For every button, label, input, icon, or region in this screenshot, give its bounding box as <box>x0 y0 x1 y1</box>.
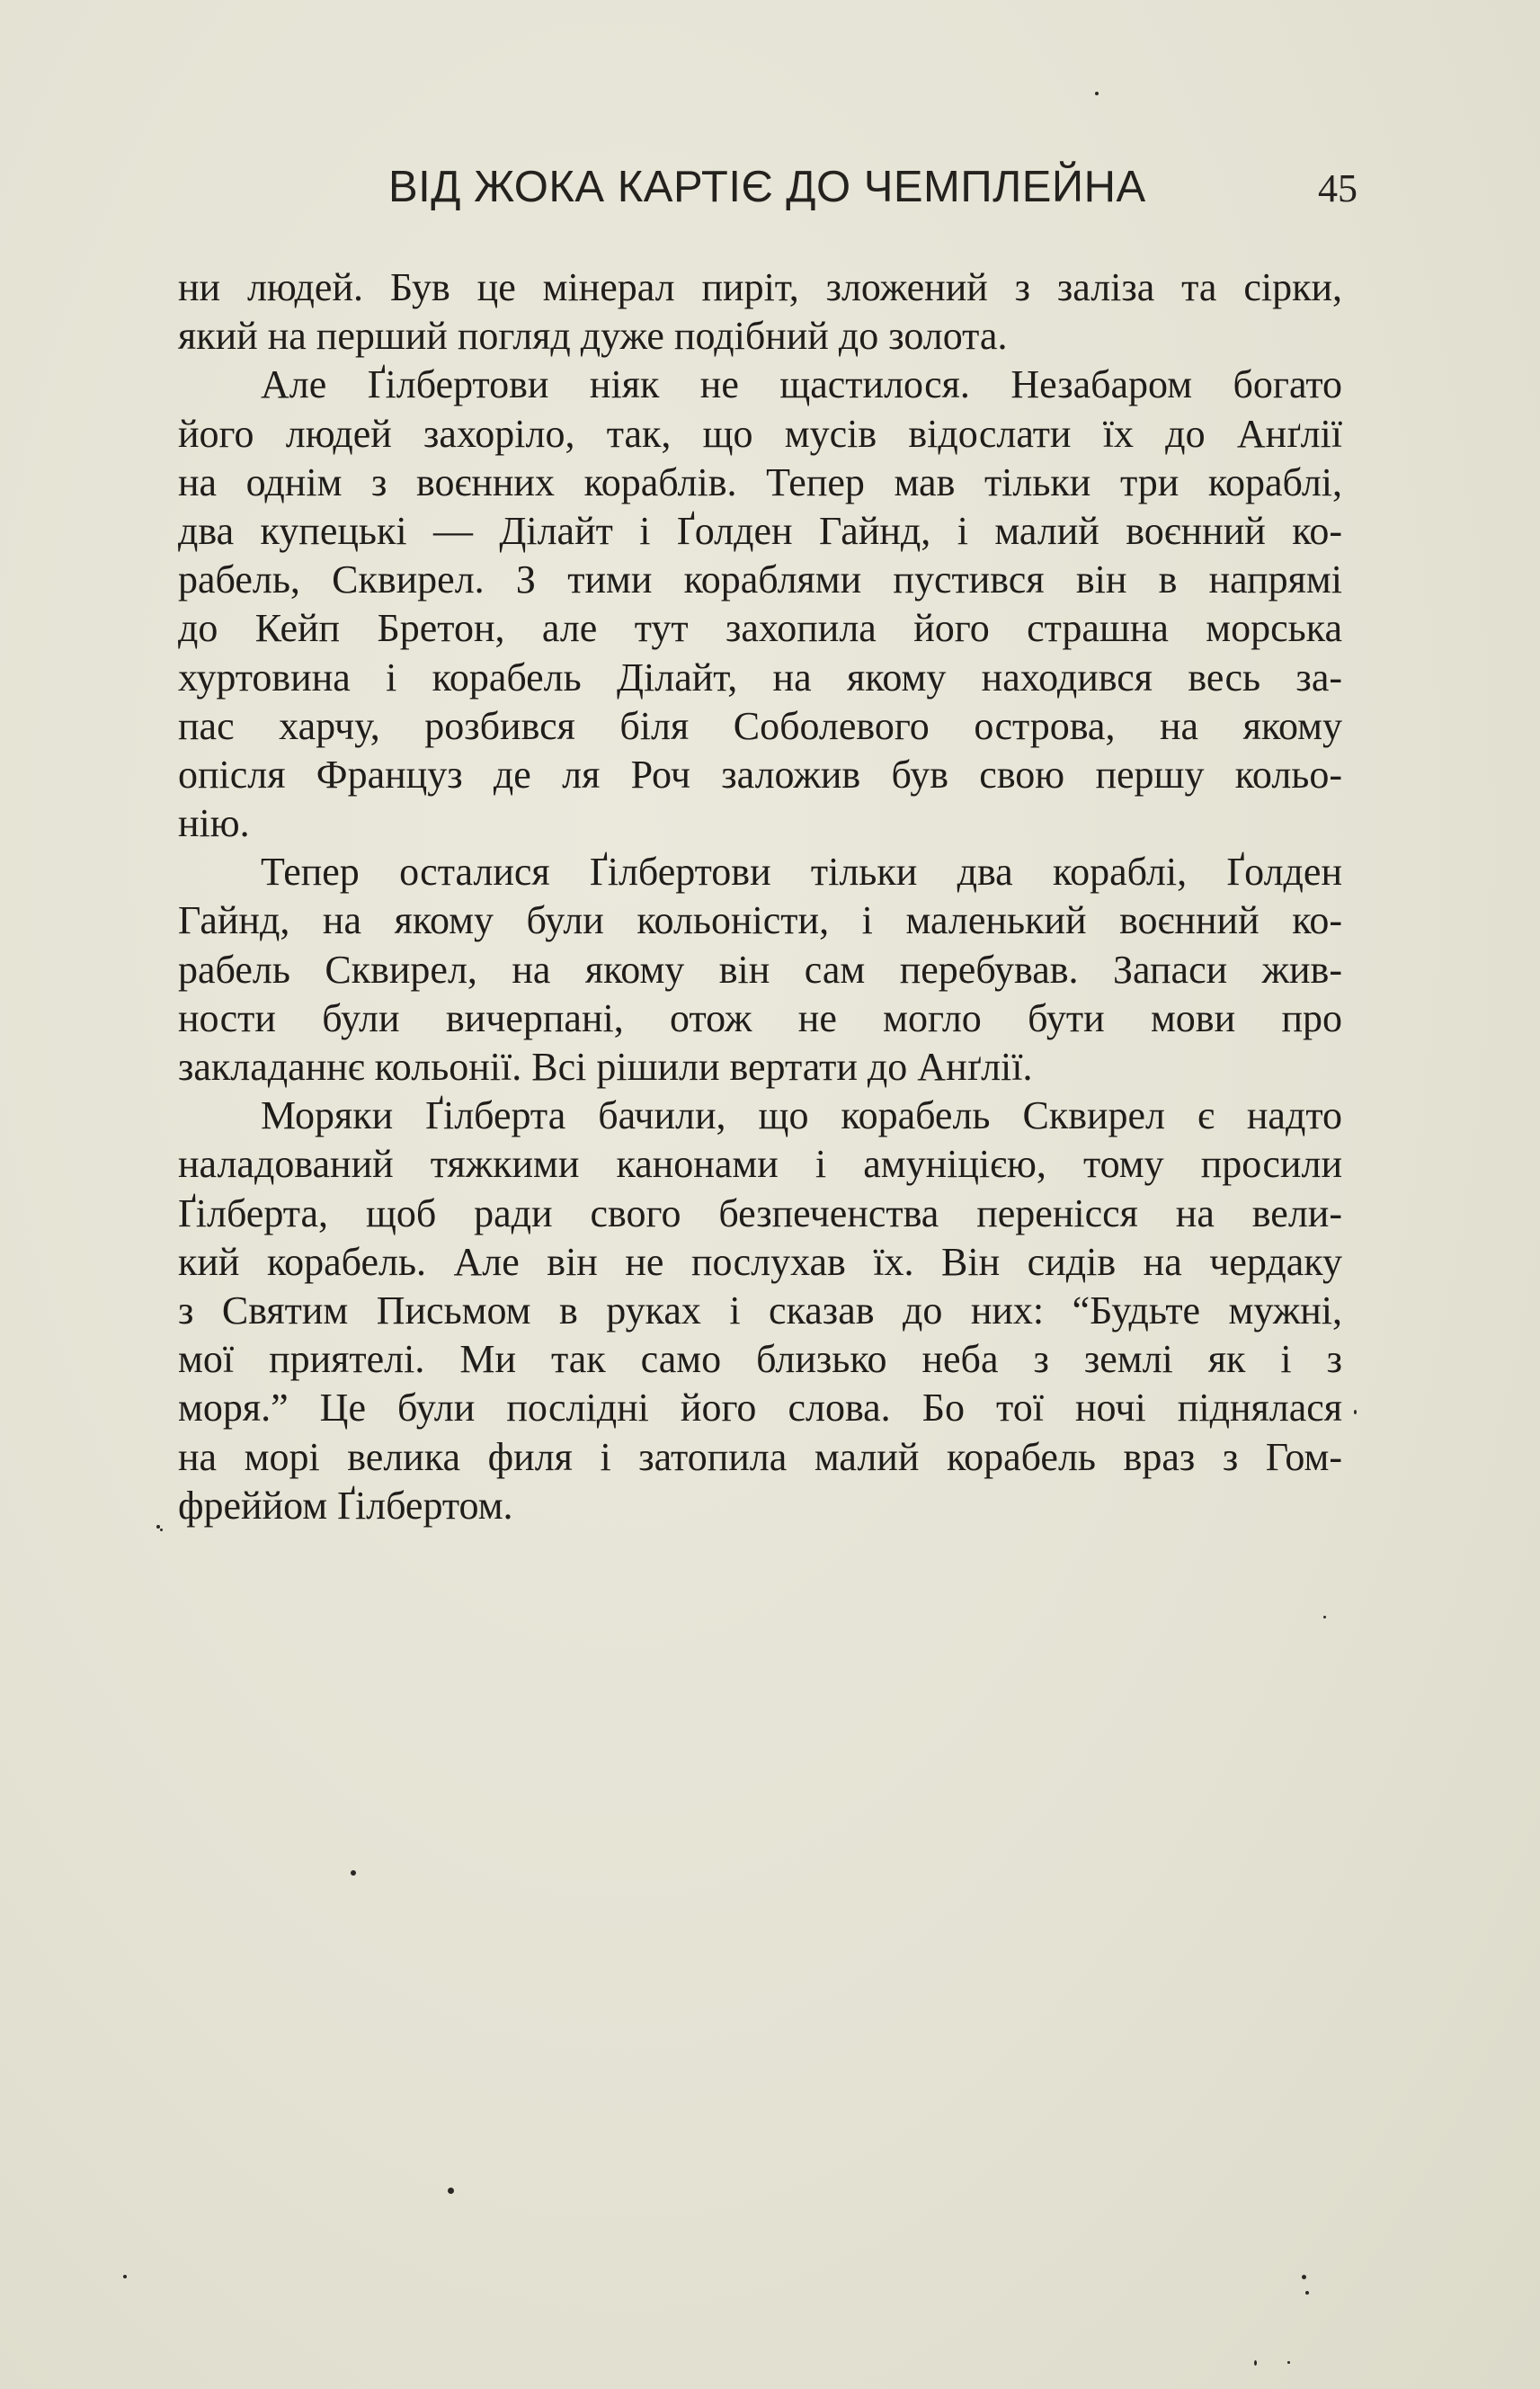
body-text <box>178 263 1342 1530</box>
text-line: його людей захоріло, так, що мусів відослати їх до Анґлії <box>178 411 1342 456</box>
text-line: рабель Сквирел, на якому він сам перебував. Запаси жив- <box>178 947 1342 992</box>
page-number: 45 <box>1318 166 1358 210</box>
text-line: пас харчу, розбився біля Соболевого острова, на якому <box>178 703 1342 748</box>
text-line: ности були вичерпані, отож не могло бути мови про <box>178 995 1342 1040</box>
text-line: закладаннє кольонії. Всі рішили вертати до Анґлії. <box>178 1045 1033 1089</box>
text-line: Гайнд, на якому були кольоністи, і маленький воєнний ко- <box>178 898 1342 943</box>
text-line: на морі велика филя і затопила малий корабель враз з Гом- <box>178 1434 1342 1479</box>
print-speck <box>1254 2360 1257 2366</box>
text-line: фреййом Ґілбертом. <box>178 1483 513 1528</box>
print-speck <box>448 2188 454 2194</box>
print-speck <box>351 1870 356 1876</box>
print-speck <box>1302 2275 1306 2279</box>
running-head-title: ВІД ЖОКА КАРТІЄ ДО ЧЕМПЛЕЙНА <box>388 163 1146 211</box>
text-line: нію. <box>178 801 250 846</box>
print-speck <box>1287 2361 1290 2364</box>
text-line: мої приятелі. Ми так само близько неба з землі як і з <box>178 1337 1342 1382</box>
text-line: два купецькі — Ділайт і Ґолден Гайнд, і малий воєнний ко- <box>178 508 1342 553</box>
text-line: Ґілберта, щоб ради свого безпеченства перенісся на вели- <box>178 1190 1342 1235</box>
text-line: Тепер осталися Ґілбертови тільки два кораблі, Ґолден <box>261 850 1342 895</box>
text-line: ни людей. Був це мінерал пиріт, зложений з заліза та сірки, <box>178 265 1342 309</box>
text-line: Моряки Ґілберта бачили, що корабель Сквирел є надто <box>261 1093 1342 1138</box>
text-line: наладований тяжкими канонами і амуніцією, тому просили <box>178 1142 1342 1187</box>
print-speck <box>1305 2291 1309 2295</box>
print-speck <box>1354 1410 1357 1414</box>
text-line: з Святим Письмом в руках і сказав до них: “Будьте мужні, <box>178 1288 1342 1333</box>
text-line: хуртовина і корабель Ділайт, на якому находився весь за- <box>178 655 1342 700</box>
print-speck <box>1095 92 1099 95</box>
text-line: рабель, Сквирел. З тими кораблями пустився він в напрямі <box>178 557 1342 602</box>
print-speck <box>156 1525 160 1529</box>
text-line: який на перший погляд дуже подібний до золота. <box>178 314 1008 359</box>
print-speck <box>1323 1616 1326 1618</box>
text-line: моря.” Це були послідні його слова. Бо тої ночі піднялася <box>178 1386 1342 1431</box>
text-line: на однім з воєнних кораблів. Тепер мав тільки три кораблі, <box>178 459 1342 504</box>
print-speck <box>160 1529 163 1531</box>
text-line: Але Ґілбертови ніяк не щастилося. Незабаром богато <box>261 362 1342 407</box>
text-line: до Кейп Бретон, але тут захопила його страшна морська <box>178 606 1342 651</box>
print-speck <box>123 2275 127 2278</box>
text-line: кий корабель. Але він не послухав їх. Він сидів на чердаку <box>178 1239 1342 1284</box>
running-head <box>180 162 1358 225</box>
text-line: опісля Француз де ля Роч заложив був свою першу кольо- <box>178 752 1342 797</box>
